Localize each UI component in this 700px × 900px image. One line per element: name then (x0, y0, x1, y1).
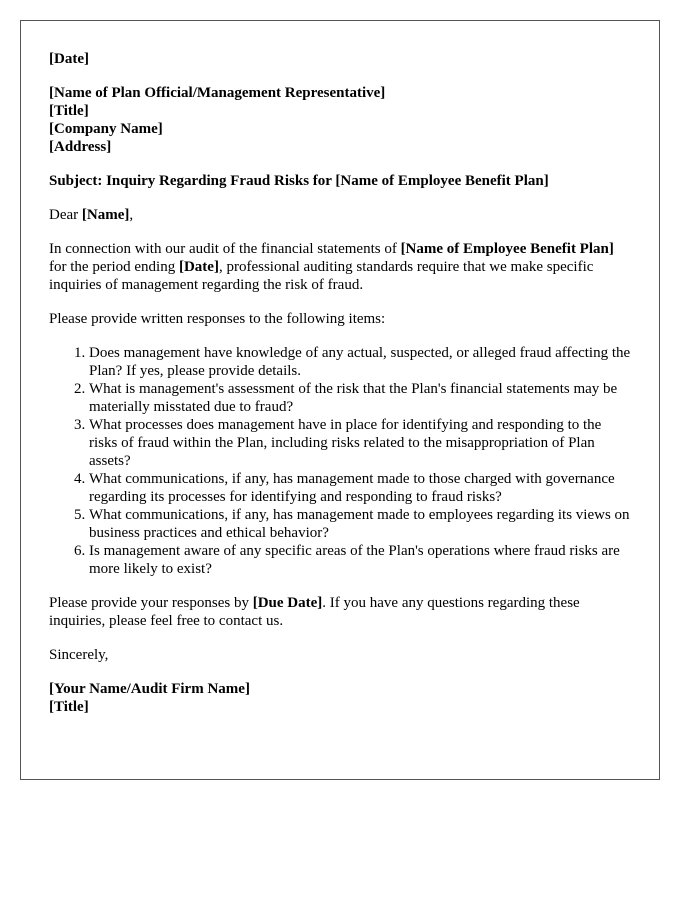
inquiry-item: 3. What processes does management have in place for identifying and responding to the risks of fraud within the Plan, including risks related to the misappropriation of Plan assets? (89, 416, 631, 470)
inquiry-item: 2. What is management's assessment of the risk that the Plan's financial statements may be materially misstated due to fraud? (89, 380, 631, 416)
intro-plan-name: [Name of Employee Benefit Plan] (400, 241, 614, 257)
letter-page (20, 20, 660, 780)
intro-paragraph (49, 240, 631, 294)
inquiry-item: 5. What communications, if any, has management made to employees regarding its views on business practices and ethical behavior? (89, 506, 631, 542)
salutation-name: [Name] (81, 207, 130, 223)
salutation (49, 206, 631, 224)
recipient-block (49, 84, 631, 156)
recipient-address: [Address] (49, 139, 112, 155)
inquiry-item: 6. Is management aware of any specific areas of the Plan's operations where fraud risks are more likely to exist? (89, 542, 631, 578)
intro-part2: for the period ending (49, 259, 179, 275)
salutation-prefix: Dear (49, 207, 82, 223)
closing-request (49, 594, 631, 630)
intro-part1: In connection with our audit of the financial statements of (49, 241, 401, 257)
closing-part2: . If you have any questions regarding these inquiries, please feel free to contact us. (49, 595, 580, 629)
recipient-name: [Name of Plan Official/Management Representative] (49, 85, 386, 101)
inquiry-list (49, 344, 631, 578)
signature-title: [Title] (49, 699, 89, 715)
letter-date: [Date] (49, 51, 89, 67)
inquiry-item: 1. Does management have knowledge of any actual, suspected, or alleged fraud affecting the Plan? If yes, please provide details. (89, 344, 631, 380)
signoff: Sincerely, (49, 647, 109, 663)
closing-due-date: [Due Date] (252, 595, 323, 611)
inquiry-item: 4. What communications, if any, has management made to those charged with governance regarding its processes for identifying and responding to fraud risks? (89, 470, 631, 506)
recipient-company: [Company Name] (49, 121, 163, 137)
signature-block (49, 680, 631, 716)
closing-part1: Please provide your responses by (49, 595, 253, 611)
request-line: Please provide written responses to the following items: (49, 311, 386, 327)
intro-part3: , professional auditing standards require that we make specific inquiries of management regarding the risk of fraud. (49, 259, 594, 293)
letter-subject: Subject: Inquiry Regarding Fraud Risks for [Name of Employee Benefit Plan] (49, 173, 549, 189)
intro-period-date: [Date] (178, 259, 219, 275)
recipient-title: [Title] (49, 103, 89, 119)
salutation-suffix: , (129, 207, 134, 223)
signature-name: [Your Name/Audit Firm Name] (49, 681, 250, 697)
